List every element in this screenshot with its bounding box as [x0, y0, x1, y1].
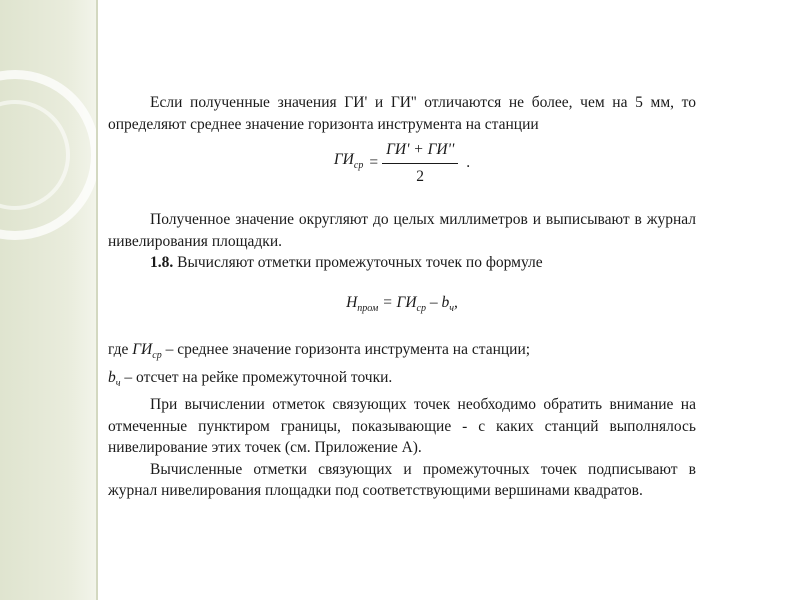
- formula-intermediate-points: $H_{пром} = ГИ_{ср} - b_ч$,: [346, 293, 458, 314]
- definition-rod-reading: $b_ч$ – отсчет на рейке промежуточной точки.: [108, 368, 393, 389]
- paragraph-tie-points: При вычислении отметок связующих точек необходимо обратить внимание на отмеченные пунктиром границы, показывающие - с каких станций выполнялось нивелирование этих точек (см. Приложение А).: [108, 396, 696, 457]
- formula1-fraction: [382, 139, 458, 187]
- formula1-end: .: [466, 154, 471, 172]
- formula1-equals: =: [369, 154, 379, 172]
- formula1-denominator: 2: [416, 167, 425, 185]
- paragraph-rounding: Полученное значение округляют до целых миллиметров и выписывают в журнал нивелирования площадки.: [108, 211, 696, 250]
- side-panel-edge: [96, 0, 98, 600]
- paragraph-journal: Вычисленные отметки связующих и промежуточных точек подписывают в журнал нивелирования площадки под соответствующими вершинами квадратов.: [108, 460, 696, 500]
- paragraph-step-1-8: [108, 252, 696, 274]
- formula1-numerator: ГИ' + ГИ'': [382, 139, 458, 164]
- formula-average-horizon: [108, 135, 696, 191]
- step-text: Вычисляют отметки промежуточных точек по формуле: [173, 254, 543, 271]
- paragraph-average-condition: Если полученные значения ГИ' и ГИ'' отличаются не более, чем на 5 мм, то определяют среднее значение горизонта инструмента на станции: [108, 94, 696, 133]
- formula1-lhs: $ГИ_{ср}$: [333, 151, 364, 172]
- document-page: [108, 92, 696, 502]
- definition-average-horizon: где $ГИ_{ср}$ – среднее значение горизонта инструмента на станции;: [108, 341, 531, 362]
- step-number: 1.8.: [150, 254, 174, 271]
- decorative-side-panel: [0, 0, 96, 600]
